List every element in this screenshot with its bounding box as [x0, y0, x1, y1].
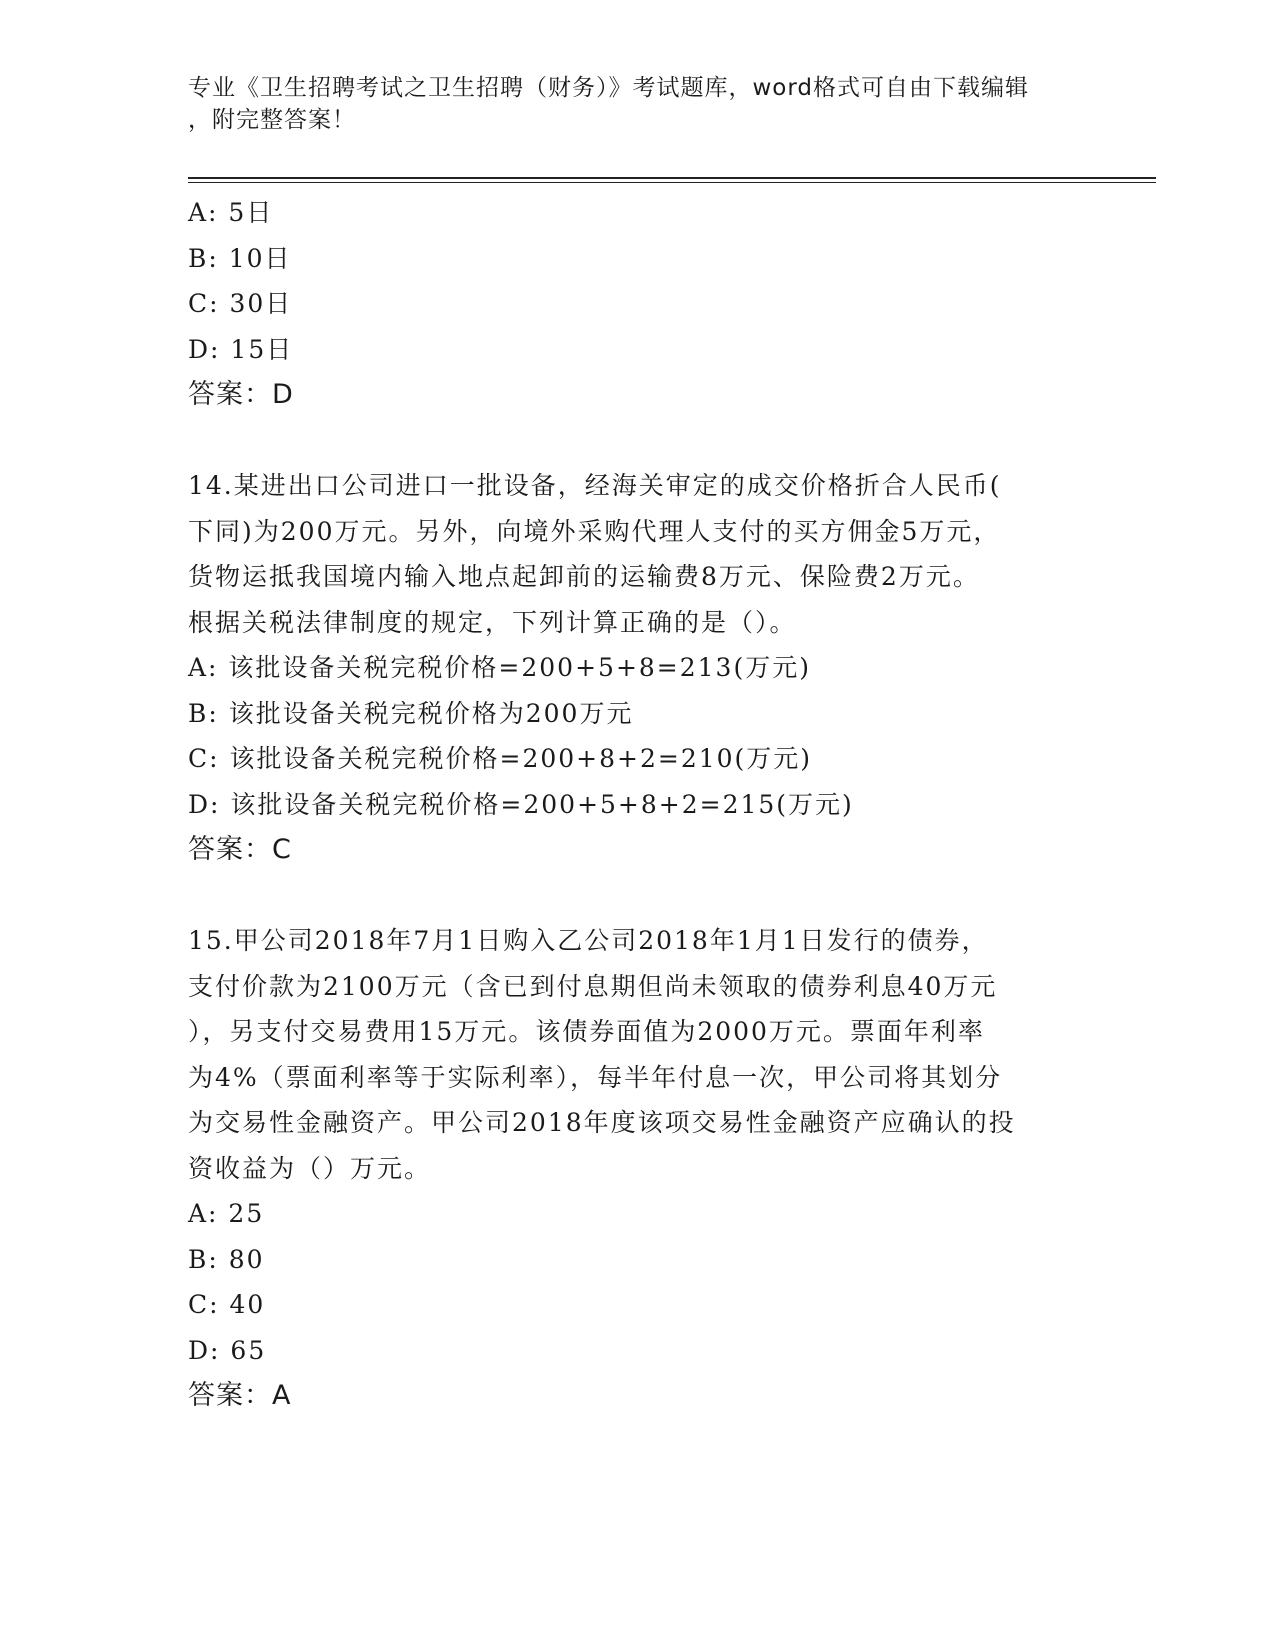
question-stem-line: 根据关税法律制度的规定，下列计算正确的是（）。	[188, 607, 797, 637]
header-divider-thin	[188, 182, 1156, 183]
option-a: A: 该批设备关税完税价格=200+5+8=213(万元)	[188, 653, 811, 682]
question-stem-line: 支付价款为2100万元（含已到付息期但尚未领取的债券利息40万元	[188, 971, 998, 1001]
spacer	[188, 873, 1088, 919]
header-line-1: 专业《卫生招聘考试之卫生招聘（财务）》考试题库，word格式可自由下载编辑	[188, 75, 1030, 101]
question-stem-line: 14.某进出口公司进口一批设备，经海关审定的成交价格折合人民币(	[188, 471, 1002, 500]
option-d: D: 该批设备关税完税价格=200+5+8+2=215(万元)	[188, 789, 854, 819]
question-stem-line: ），另支付交易费用15万元。该债券面值为2000万元。票面年利率	[188, 1017, 985, 1046]
question-13	[188, 190, 1088, 418]
header-line-2: ，附完整答案！	[188, 107, 356, 133]
answer: 答案：C	[188, 834, 292, 865]
document-body	[188, 190, 1088, 1419]
option-b: B: 该批设备关税完税价格为200万元	[188, 698, 634, 728]
question-stem-line: 资收益为（）万元。	[188, 1153, 432, 1183]
option-c: C: 30日	[188, 289, 293, 318]
option-a: A: 5日	[188, 198, 274, 227]
option-d: D: 15日	[188, 334, 294, 364]
question-stem-line: 15.甲公司2018年7月1日购入乙公司2018年1月1日发行的债券，	[188, 926, 989, 955]
option-d: D: 65	[188, 1335, 267, 1365]
option-c: C: 40	[188, 1290, 266, 1319]
header-divider-thick	[188, 177, 1156, 179]
option-b: B: 10日	[188, 243, 292, 273]
question-stem-line: 货物运抵我国境内输入地点起卸前的运输费8万元、保险费2万元。	[188, 562, 980, 591]
question-14	[188, 463, 1088, 873]
question-15	[188, 918, 1088, 1419]
question-stem-line: 为交易性金融资产。甲公司2018年度该项交易性金融资产应确认的投	[188, 1108, 1016, 1137]
spacer	[188, 418, 1088, 464]
document-header	[188, 72, 1088, 136]
option-b: B: 80	[188, 1244, 265, 1274]
question-stem-line: 下同)为200万元。另外，向境外采购代理人支付的买方佣金5万元，	[188, 516, 1001, 546]
question-stem-line: 为4%（票面利率等于实际利率），每半年付息一次，甲公司将其划分	[188, 1062, 1003, 1092]
answer: 答案：D	[188, 379, 294, 410]
option-a: A: 25	[188, 1199, 265, 1228]
answer: 答案：A	[188, 1380, 292, 1411]
option-c: C: 该批设备关税完税价格=200+8+2=210(万元)	[188, 744, 813, 773]
